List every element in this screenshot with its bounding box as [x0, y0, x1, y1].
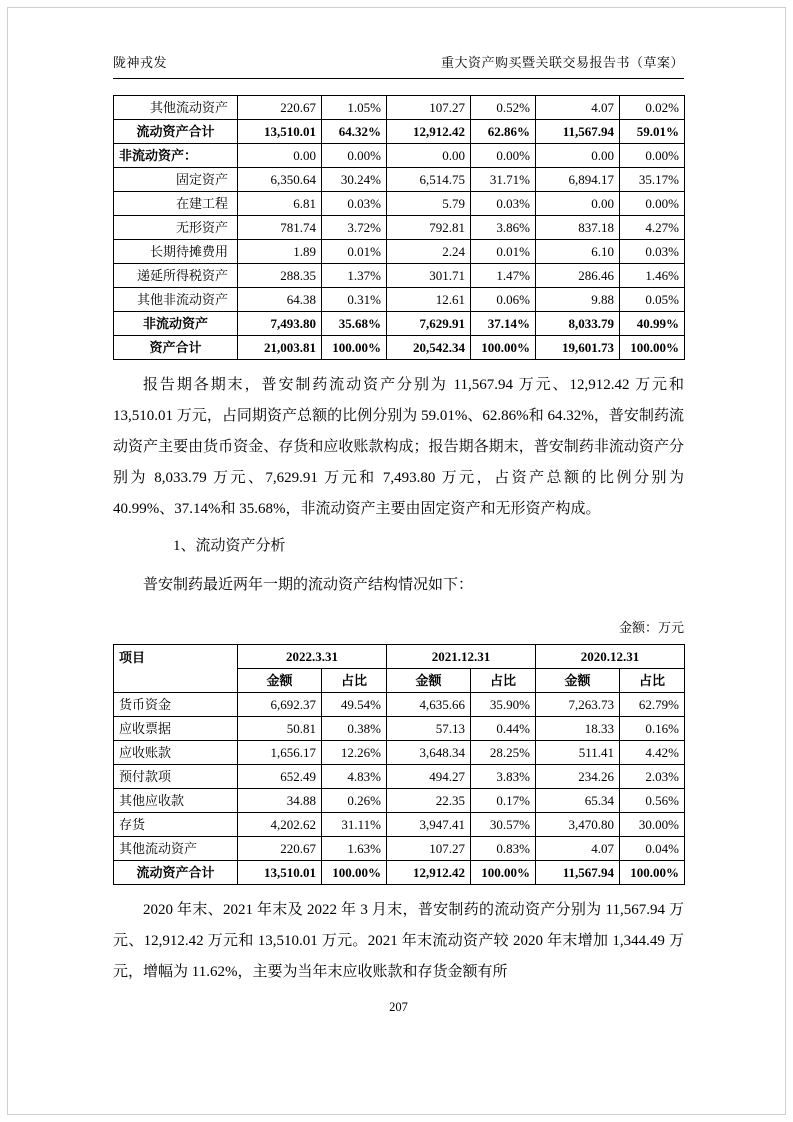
row-value: 21,003.81	[238, 336, 322, 360]
row-value: 494.27	[387, 765, 471, 789]
row-value: 4,202.62	[238, 813, 322, 837]
row-label: 在建工程	[114, 192, 238, 216]
row-value: 1.46%	[620, 264, 685, 288]
row-value: 20,542.34	[387, 336, 471, 360]
row-label: 应收账款	[114, 741, 238, 765]
row-label: 存货	[114, 813, 238, 837]
row-value: 4.07	[536, 837, 620, 861]
row-value: 18.33	[536, 717, 620, 741]
row-value: 0.56%	[620, 789, 685, 813]
row-value: 4.27%	[620, 216, 685, 240]
column-header-amount: 金额	[536, 669, 620, 693]
column-header-amount: 金额	[387, 669, 471, 693]
row-value: 40.99%	[620, 312, 685, 336]
row-label: 非流动资产	[114, 312, 238, 336]
row-value: 301.71	[387, 264, 471, 288]
row-value: 0.01%	[322, 240, 387, 264]
table-row	[114, 693, 685, 717]
row-value: 107.27	[387, 837, 471, 861]
row-value: 3.72%	[322, 216, 387, 240]
table-row	[114, 192, 685, 216]
row-value: 100.00%	[471, 336, 536, 360]
row-value: 0.00	[536, 144, 620, 168]
row-value: 234.26	[536, 765, 620, 789]
current-assets-table	[113, 644, 685, 885]
row-value: 2.24	[387, 240, 471, 264]
row-value: 781.74	[238, 216, 322, 240]
row-value: 3.86%	[471, 216, 536, 240]
row-value: 7,629.91	[387, 312, 471, 336]
row-value: 0.26%	[322, 789, 387, 813]
row-value: 37.14%	[471, 312, 536, 336]
row-value: 0.04%	[620, 837, 685, 861]
row-value: 62.86%	[471, 120, 536, 144]
table-row	[114, 240, 685, 264]
row-label: 资产合计	[114, 336, 238, 360]
row-value: 4,635.66	[387, 693, 471, 717]
row-label: 递延所得税资产	[114, 264, 238, 288]
row-value: 3.83%	[471, 765, 536, 789]
asset-structure-table	[113, 95, 685, 360]
row-value: 100.00%	[620, 336, 685, 360]
row-label: 固定资产	[114, 168, 238, 192]
column-header-amount: 金额	[238, 669, 322, 693]
row-value: 7,493.80	[238, 312, 322, 336]
row-value: 4.42%	[620, 741, 685, 765]
row-value: 12.26%	[322, 741, 387, 765]
row-value: 30.57%	[471, 813, 536, 837]
row-value: 8,033.79	[536, 312, 620, 336]
column-header-period: 2021.12.31	[387, 645, 536, 669]
page-number: 207	[389, 1000, 408, 1014]
row-value: 12,912.42	[387, 861, 471, 885]
row-value: 57.13	[387, 717, 471, 741]
row-value: 6.81	[238, 192, 322, 216]
table-row	[114, 765, 685, 789]
row-value: 0.03%	[471, 192, 536, 216]
row-label: 非流动资产：	[114, 144, 238, 168]
table-row	[114, 789, 685, 813]
table-row	[114, 96, 685, 120]
row-value: 12,912.42	[387, 120, 471, 144]
row-value: 0.00	[238, 144, 322, 168]
row-value: 13,510.01	[238, 861, 322, 885]
row-value: 0.00%	[620, 144, 685, 168]
row-value: 6,894.17	[536, 168, 620, 192]
row-value: 0.00%	[322, 144, 387, 168]
row-value: 6,692.37	[238, 693, 322, 717]
row-label: 长期待摊费用	[114, 240, 238, 264]
row-value: 792.81	[387, 216, 471, 240]
row-value: 220.67	[238, 96, 322, 120]
row-value: 1.47%	[471, 264, 536, 288]
row-value: 1.37%	[322, 264, 387, 288]
document-title: 重大资产购买暨关联交易报告书（草案）	[440, 55, 684, 70]
row-value: 13,510.01	[238, 120, 322, 144]
row-value: 5.79	[387, 192, 471, 216]
row-value: 11,567.94	[536, 120, 620, 144]
row-value: 34.88	[238, 789, 322, 813]
table-header-row-periods	[114, 645, 685, 669]
row-value: 107.27	[387, 96, 471, 120]
row-value: 28.25%	[471, 741, 536, 765]
row-value: 62.79%	[620, 693, 685, 717]
column-header-period: 2020.12.31	[536, 645, 685, 669]
table-row	[114, 813, 685, 837]
row-label: 流动资产合计	[114, 861, 238, 885]
table-row	[114, 312, 685, 336]
analysis-paragraph-assets: 报告期各期末，普安制药流动资产分别为 11,567.94 万元、12,912.42 万元和 13,510.01 万元，占同期资产总额的比例分别为 59.01%、62.86%和 64.32%，普安制药流动资产主要由货币资金、存货和应收账款构成；报告期各期末，普安制药非流动资产分别为 8,033.79 万元、7,629.91 万元和 7,493.80 万元，占资产总额的比例分别为 40.99%、37.14%和 35.68%，非流动资产主要由固定资产和无形资产构成。	[113, 377, 684, 517]
row-value: 0.00	[387, 144, 471, 168]
row-value: 0.05%	[620, 288, 685, 312]
row-value: 59.01%	[620, 120, 685, 144]
analysis-paragraph-current-assets: 2020 年末、2021 年末及 2022 年 3 月末，普安制药的流动资产分别为 11,567.94 万元、12,912.42 万元和 13,510.01 万元。2021 年末流动资产较 2020 年末增加 1,344.49 万元，增幅为 11.62%，主要为当年末应收账款和存货金额有所	[113, 902, 684, 980]
company-name: 陇神戎发	[113, 55, 168, 70]
row-value: 0.03%	[620, 240, 685, 264]
table-row	[114, 336, 685, 360]
row-value: 6.10	[536, 240, 620, 264]
row-value: 100.00%	[322, 861, 387, 885]
table-row	[114, 216, 685, 240]
row-value: 64.38	[238, 288, 322, 312]
table-row	[114, 837, 685, 861]
row-label: 其他流动资产	[114, 96, 238, 120]
table-lead-in-text: 普安制药最近两年一期的流动资产结构情况如下：	[143, 577, 474, 593]
row-value: 1,656.17	[238, 741, 322, 765]
row-value: 0.16%	[620, 717, 685, 741]
unit-label: 金额：万元	[618, 620, 684, 635]
row-value: 1.05%	[322, 96, 387, 120]
row-value: 0.83%	[471, 837, 536, 861]
row-value: 837.18	[536, 216, 620, 240]
table-row	[114, 717, 685, 741]
row-label: 无形资产	[114, 216, 238, 240]
row-value: 652.49	[238, 765, 322, 789]
row-value: 0.17%	[471, 789, 536, 813]
row-label: 应收票据	[114, 717, 238, 741]
row-value: 6,514.75	[387, 168, 471, 192]
row-value: 0.44%	[471, 717, 536, 741]
row-value: 288.35	[238, 264, 322, 288]
row-value: 0.52%	[471, 96, 536, 120]
row-label: 流动资产合计	[114, 120, 238, 144]
row-value: 0.03%	[322, 192, 387, 216]
column-header-ratio: 占比	[322, 669, 387, 693]
row-value: 4.07	[536, 96, 620, 120]
column-header-period: 2022.3.31	[238, 645, 387, 669]
row-value: 35.90%	[471, 693, 536, 717]
table-row	[114, 861, 685, 885]
row-value: 2.03%	[620, 765, 685, 789]
table-row	[114, 168, 685, 192]
row-value: 31.11%	[322, 813, 387, 837]
row-value: 1.89	[238, 240, 322, 264]
row-value: 50.81	[238, 717, 322, 741]
row-value: 286.46	[536, 264, 620, 288]
column-header-ratio: 占比	[471, 669, 536, 693]
row-value: 4.83%	[322, 765, 387, 789]
section-heading-current-assets: 1、流动资产分析	[173, 538, 286, 554]
column-header-item: 项目	[114, 645, 238, 693]
page-header	[113, 52, 684, 79]
row-value: 100.00%	[471, 861, 536, 885]
row-value: 100.00%	[322, 336, 387, 360]
row-value: 49.54%	[322, 693, 387, 717]
row-value: 35.17%	[620, 168, 685, 192]
row-value: 0.00%	[620, 192, 685, 216]
table-row	[114, 144, 685, 168]
row-value: 3,470.80	[536, 813, 620, 837]
row-value: 30.24%	[322, 168, 387, 192]
row-value: 12.61	[387, 288, 471, 312]
row-value: 220.67	[238, 837, 322, 861]
row-value: 0.00%	[471, 144, 536, 168]
row-value: 1.63%	[322, 837, 387, 861]
row-value: 0.06%	[471, 288, 536, 312]
table-row	[114, 264, 685, 288]
row-value: 9.88	[536, 288, 620, 312]
row-label: 货币资金	[114, 693, 238, 717]
row-label: 预付款项	[114, 765, 238, 789]
row-label: 其他非流动资产	[114, 288, 238, 312]
row-label: 其他应收款	[114, 789, 238, 813]
row-value: 0.01%	[471, 240, 536, 264]
row-value: 65.34	[536, 789, 620, 813]
row-value: 19,601.73	[536, 336, 620, 360]
row-label: 其他流动资产	[114, 837, 238, 861]
row-value: 511.41	[536, 741, 620, 765]
row-value: 0.00	[536, 192, 620, 216]
row-value: 100.00%	[620, 861, 685, 885]
row-value: 0.02%	[620, 96, 685, 120]
row-value: 31.71%	[471, 168, 536, 192]
row-value: 7,263.73	[536, 693, 620, 717]
document-page	[113, 0, 684, 1015]
row-value: 64.32%	[322, 120, 387, 144]
row-value: 35.68%	[322, 312, 387, 336]
row-value: 0.38%	[322, 717, 387, 741]
row-value: 11,567.94	[536, 861, 620, 885]
row-value: 0.31%	[322, 288, 387, 312]
row-value: 3,648.34	[387, 741, 471, 765]
table-row	[114, 288, 685, 312]
column-header-ratio: 占比	[620, 669, 685, 693]
row-value: 30.00%	[620, 813, 685, 837]
row-value: 6,350.64	[238, 168, 322, 192]
table-row	[114, 741, 685, 765]
row-value: 22.35	[387, 789, 471, 813]
table-row	[114, 120, 685, 144]
row-value: 3,947.41	[387, 813, 471, 837]
